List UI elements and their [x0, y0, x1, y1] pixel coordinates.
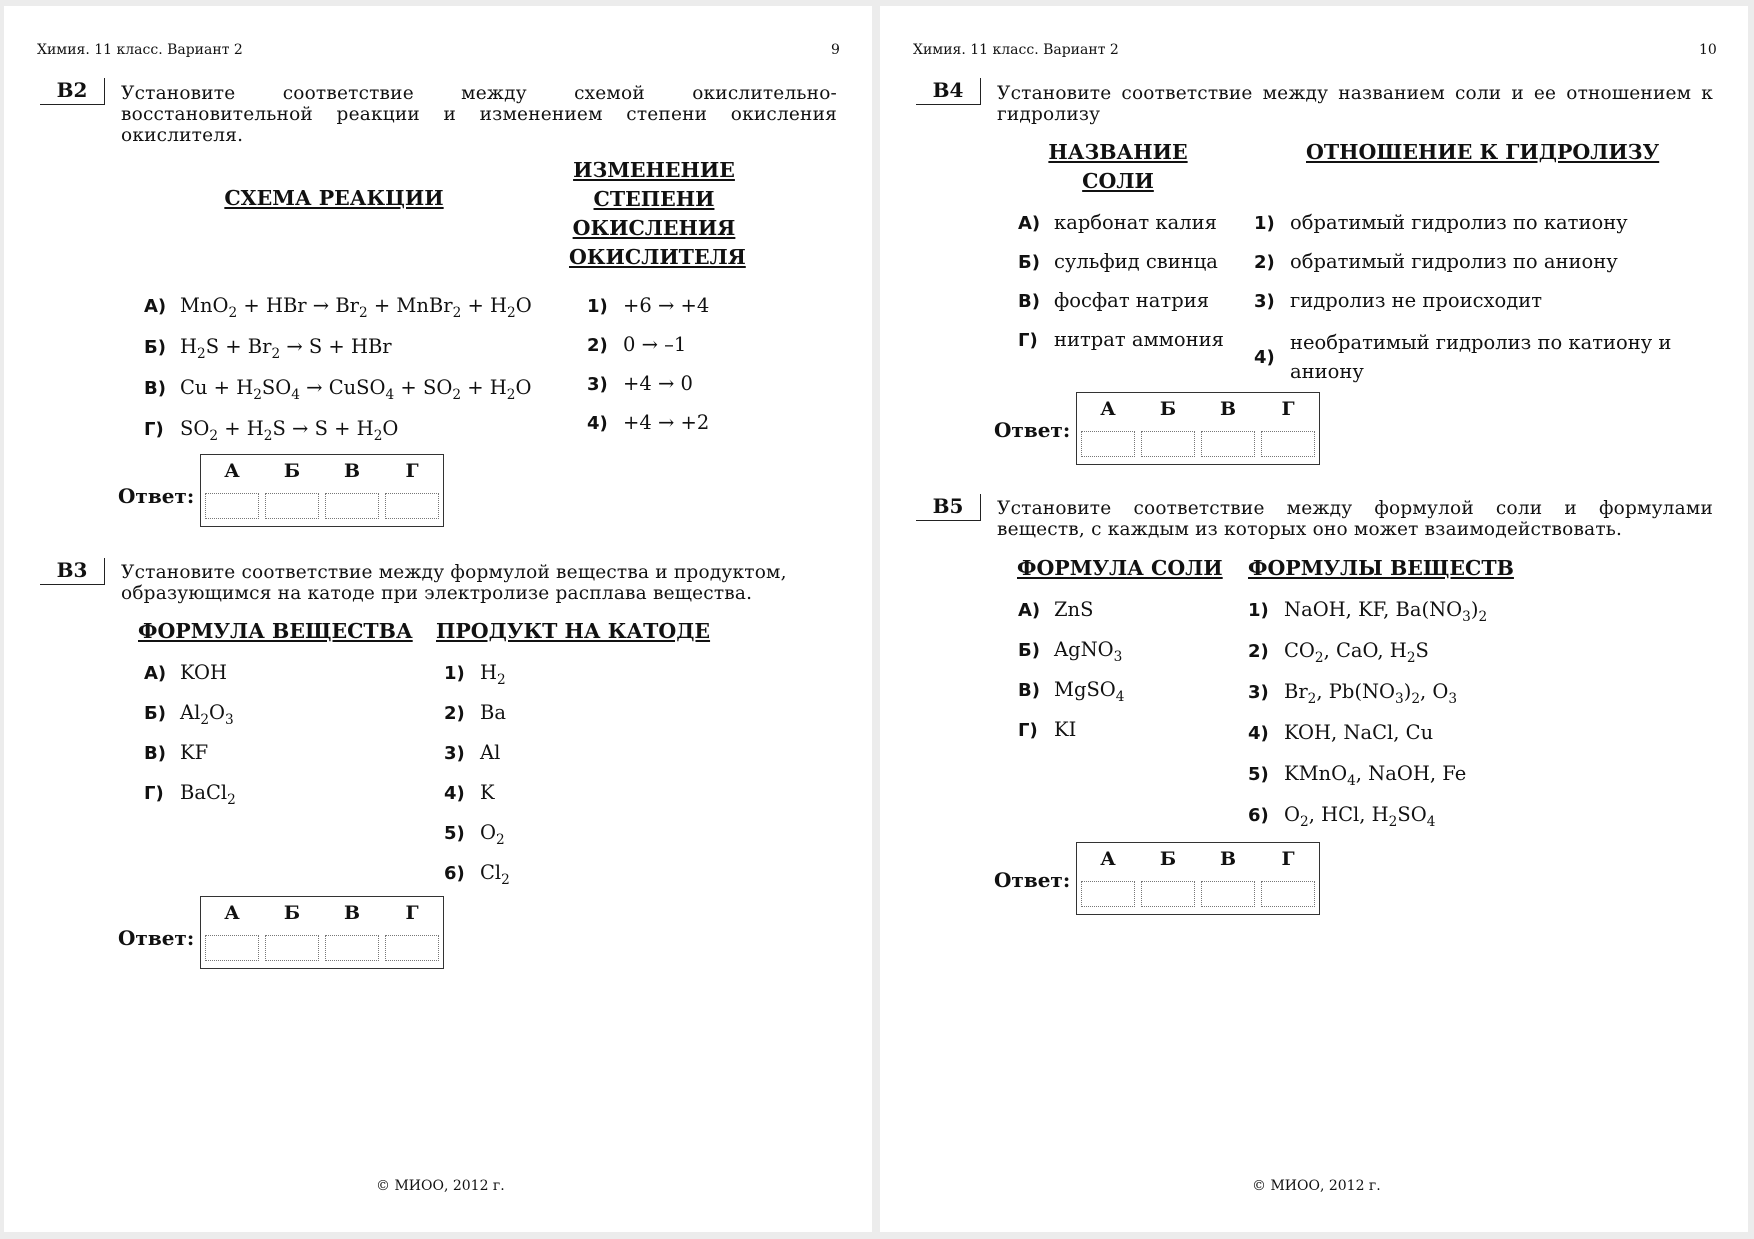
item-text-line: необратимый гидролиз по катиону и	[1290, 331, 1672, 354]
left-page	[4, 6, 872, 1232]
question-label-b3: B3	[40, 558, 105, 585]
question-label-b2: B2	[40, 78, 105, 105]
page-number: 10	[1699, 42, 1717, 58]
item-key: Г)	[1018, 720, 1038, 741]
item-key: В)	[1018, 291, 1040, 312]
item-text: $Cu + H_2SO_4$ → CuSO$_4$ + $SO_2 + H_2O$	[180, 376, 532, 403]
answer-input-box[interactable]	[385, 935, 439, 961]
item-text: BaCl$_2$	[180, 781, 236, 808]
product-item	[444, 861, 510, 886]
answer-column-head: Б	[283, 902, 301, 924]
question-text-line: Установите соответствие между формулой вещества и продуктом,	[121, 562, 787, 583]
salt-formula-item	[1018, 598, 1093, 623]
answer-input-box[interactable]	[265, 493, 319, 519]
item-key: Г)	[1018, 330, 1038, 351]
item-key: Г)	[144, 419, 164, 440]
item-key: А)	[144, 663, 167, 684]
reaction-item	[144, 376, 531, 401]
question-text-b3	[121, 562, 837, 604]
item-key: 4)	[1248, 723, 1269, 744]
item-key: 2)	[1248, 641, 1269, 662]
hydrolysis-item	[1254, 328, 1671, 386]
item-key: 1)	[444, 663, 465, 684]
answer-table-b2	[200, 454, 444, 527]
item-key: В)	[1018, 680, 1040, 701]
item-key: 1)	[1254, 213, 1275, 234]
answer-input-box[interactable]	[1261, 431, 1315, 457]
answer-column-head: Г	[1281, 398, 1295, 420]
item-text: $O_2$, HCl, $H_2SO_4$	[1284, 803, 1436, 830]
item-text: $O_2$	[480, 821, 505, 848]
substance-item	[1248, 803, 1435, 828]
item-text: $H_2S + Br_2 \to S$ + HBr	[180, 335, 392, 362]
item-text: $SO_2 + H_2S \to S + H_2O$	[180, 417, 399, 444]
item-text: обратимый гидролиз по катиону	[1290, 211, 1628, 234]
item-key: Б)	[144, 703, 166, 724]
answer-column-head: В	[343, 460, 361, 482]
answer-table-b4	[1076, 392, 1320, 465]
answer-input-box[interactable]	[1261, 881, 1315, 907]
page-footer: © МИОО, 2012 г.	[376, 1178, 505, 1194]
item-key: 3)	[444, 743, 465, 764]
oxidation-item	[587, 411, 709, 436]
item-key: В)	[144, 743, 166, 764]
answer-input-box[interactable]	[325, 935, 379, 961]
question-text-line: веществ, с каждым из которых оно может взаимодействовать.	[997, 519, 1623, 540]
reaction-item	[144, 294, 532, 319]
item-text: Ba	[480, 701, 506, 724]
item-text: AgNO$_3$	[1054, 638, 1123, 665]
reaction-item	[144, 417, 398, 442]
salt-formula-item	[1018, 638, 1122, 663]
item-text: +4 → +2	[623, 411, 710, 434]
item-text: обратимый гидролиз по аниону	[1290, 250, 1618, 273]
salt-item	[1018, 289, 1209, 314]
item-text: сульфид свинца	[1054, 250, 1218, 273]
question-text-line: гидролизу	[997, 104, 1101, 125]
answer-column-head: Б	[1159, 848, 1177, 870]
question-text-line: образующимся на катоде при электролизе расплава вещества.	[121, 583, 753, 604]
formula-item	[144, 661, 227, 686]
answer-input-box[interactable]	[1201, 431, 1255, 457]
answer-column-head: Г	[405, 902, 419, 924]
oxidation-item	[587, 333, 686, 358]
question-text-b5	[997, 498, 1713, 540]
item-key: Г)	[144, 783, 164, 804]
answer-column-head: Г	[405, 460, 419, 482]
column-head-salt-formula: ФОРМУЛА СОЛИ	[1017, 556, 1223, 580]
item-text: +6 → +4	[623, 294, 710, 317]
salt-formula-item	[1018, 718, 1076, 743]
item-text: нитрат аммония	[1054, 328, 1224, 351]
item-text: фосфат натрия	[1054, 289, 1209, 312]
question-text-line: Установите соответствие между названием соли и ее отношением к	[997, 83, 1713, 104]
answer-column-head: В	[1219, 848, 1237, 870]
item-text: $Al_2O_3$	[180, 701, 234, 728]
answer-input-box[interactable]	[325, 493, 379, 519]
substance-item	[1248, 598, 1487, 623]
column-head-line: СОЛИ	[1082, 169, 1154, 193]
answer-column-head: В	[343, 902, 361, 924]
item-text: карбонат калия	[1054, 211, 1217, 234]
answer-column-head: В	[1219, 398, 1237, 420]
item-key: 2)	[444, 703, 465, 724]
answer-column-head: Б	[283, 460, 301, 482]
item-text: $Br_2$, $Pb(NO_3)_2$, $O_3$	[1284, 680, 1458, 707]
answer-input-box[interactable]	[1081, 881, 1135, 907]
item-text: KMnO$_4$, NaOH, Fe	[1284, 762, 1467, 789]
item-key: 6)	[444, 863, 465, 884]
item-key: В)	[144, 378, 166, 399]
column-head-oxidation-change	[569, 156, 746, 272]
item-key: 1)	[587, 296, 608, 317]
item-key: 1)	[1248, 600, 1269, 621]
answer-input-box[interactable]	[1201, 881, 1255, 907]
item-key: 2)	[1254, 252, 1275, 273]
reaction-item	[144, 335, 392, 360]
answer-input-box[interactable]	[1141, 431, 1195, 457]
answer-column-head: А	[224, 902, 240, 924]
question-label-b5: B5	[916, 494, 981, 521]
item-text: $Cl_2$	[480, 861, 510, 888]
item-key: А)	[1018, 213, 1041, 234]
column-head-line: ОКИСЛИТЕЛЯ	[569, 245, 746, 269]
substance-item	[1248, 680, 1457, 705]
item-text: KF	[180, 741, 209, 764]
item-text: MnO$_2$ + HBr → $Br_2$ + MnBr$_2$ + $H_2O$	[180, 294, 532, 321]
item-key: 5)	[1248, 764, 1269, 785]
item-key: А)	[144, 296, 167, 317]
item-text: NaOH, KF, $Ba(NO_3)_2$	[1284, 598, 1488, 625]
item-key: 4)	[587, 413, 608, 434]
oxidation-item	[587, 372, 693, 397]
item-key: 2)	[587, 335, 608, 356]
column-head-line: СТЕПЕНИ	[593, 187, 715, 211]
page-header: Химия. 11 класс. Вариант 2	[37, 42, 243, 58]
column-head-salt-name	[1048, 138, 1188, 196]
product-item	[444, 821, 505, 846]
question-text-line: Установите соответствие между схемой окислительно-	[121, 83, 837, 104]
substance-item	[1248, 762, 1466, 787]
answer-input-box[interactable]	[1141, 881, 1195, 907]
answer-label: Ответ:	[994, 868, 1071, 892]
column-head-line: НАЗВАНИЕ	[1048, 140, 1188, 164]
answer-input-box[interactable]	[385, 493, 439, 519]
answer-input-box[interactable]	[205, 493, 259, 519]
item-key: 3)	[587, 374, 608, 395]
item-text: KOH, NaCl, Cu	[1284, 721, 1434, 744]
item-key: 6)	[1248, 805, 1269, 826]
answer-column-head: Б	[1159, 398, 1177, 420]
item-text: K	[480, 781, 495, 804]
column-head-line: ОКИСЛЕНИЯ	[572, 216, 736, 240]
column-head-hydrolysis: ОТНОШЕНИЕ К ГИДРОЛИЗУ	[1306, 140, 1660, 164]
salt-item	[1018, 250, 1218, 275]
hydrolysis-item	[1254, 211, 1628, 236]
item-text: +4 → 0	[623, 372, 693, 395]
item-key: Б)	[144, 337, 166, 358]
item-text	[1290, 328, 1671, 386]
item-key: Б)	[1018, 252, 1040, 273]
column-head-cathode-product: ПРОДУКТ НА КАТОДЕ	[436, 619, 711, 643]
answer-column-head: А	[224, 460, 240, 482]
answer-column-head: Г	[1281, 848, 1295, 870]
substance-item	[1248, 721, 1433, 746]
item-key: 3)	[1248, 682, 1269, 703]
question-text-line: восстановительной реакции и изменением степени окисления	[121, 104, 837, 125]
question-text-line: Установите соответствие между формулой соли и формулами	[997, 498, 1713, 519]
product-item	[444, 781, 495, 806]
answer-column-head: А	[1100, 848, 1116, 870]
question-text-b4	[997, 83, 1713, 125]
item-key: Б)	[1018, 640, 1040, 661]
substance-item	[1248, 639, 1429, 664]
item-key: А)	[1018, 600, 1041, 621]
oxidation-item	[587, 294, 709, 319]
answer-input-box[interactable]	[205, 935, 259, 961]
product-item	[444, 701, 506, 726]
question-text-line: окислителя.	[121, 125, 244, 146]
question-label-b4: B4	[916, 78, 981, 105]
item-text: $CO_2$, CaO, $H_2S$	[1284, 639, 1429, 666]
page-number: 9	[831, 42, 840, 58]
salt-item	[1018, 328, 1224, 353]
hydrolysis-item	[1254, 289, 1542, 314]
answer-column-head: А	[1100, 398, 1116, 420]
product-item	[444, 661, 506, 686]
formula-item	[144, 781, 236, 806]
right-page	[880, 6, 1748, 1232]
item-text: ZnS	[1054, 598, 1094, 621]
page-header: Химия. 11 класс. Вариант 2	[913, 42, 1119, 58]
salt-item	[1018, 211, 1217, 236]
column-head-substances: ФОРМУЛЫ ВЕЩЕСТВ	[1248, 556, 1514, 580]
item-key: 4)	[1254, 346, 1275, 368]
item-key: 3)	[1254, 291, 1275, 312]
answer-label: Ответ:	[994, 418, 1071, 442]
answer-input-box[interactable]	[265, 935, 319, 961]
item-text: $H_2$	[480, 661, 506, 688]
answer-input-box[interactable]	[1081, 431, 1135, 457]
item-text: MgSO$_4$	[1054, 678, 1125, 705]
answer-label: Ответ:	[118, 484, 195, 508]
product-item	[444, 741, 500, 766]
formula-item	[144, 701, 234, 726]
answer-label: Ответ:	[118, 926, 195, 950]
item-text: гидролиз не происходит	[1290, 289, 1543, 312]
salt-formula-item	[1018, 678, 1124, 703]
column-head-reaction-scheme: СХЕМА РЕАКЦИИ	[224, 186, 444, 210]
item-key: 4)	[444, 783, 465, 804]
formula-item	[144, 741, 208, 766]
item-text: KI	[1054, 718, 1077, 741]
item-text: Al	[480, 741, 501, 764]
item-text-line: аниону	[1290, 360, 1364, 383]
item-text: KOH	[180, 661, 228, 684]
hydrolysis-item	[1254, 250, 1618, 275]
column-head-line: ИЗМЕНЕНИЕ	[573, 158, 735, 182]
item-text: 0 → –1	[623, 333, 687, 356]
question-text-b2	[121, 83, 837, 146]
answer-table-b3	[200, 896, 444, 969]
answer-table-b5	[1076, 842, 1320, 915]
page-footer: © МИОО, 2012 г.	[1252, 1178, 1381, 1194]
item-key: 5)	[444, 823, 465, 844]
column-head-formula: ФОРМУЛА ВЕЩЕСТВА	[138, 619, 413, 643]
